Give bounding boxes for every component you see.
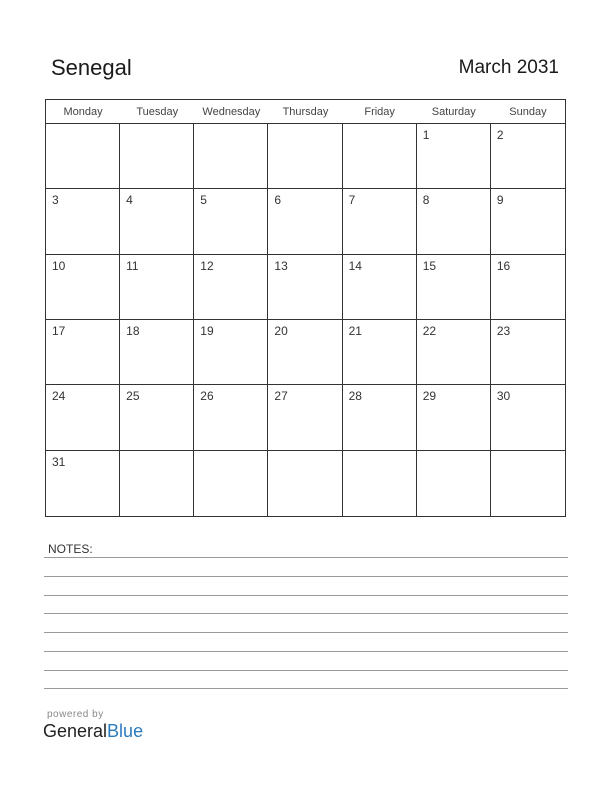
- day-cell: [46, 124, 120, 189]
- day-cell: 4: [120, 189, 194, 254]
- calendar-grid: [45, 99, 566, 517]
- month-title: March 2031: [458, 57, 559, 78]
- day-cell: [194, 451, 268, 516]
- day-cell: [417, 451, 491, 516]
- day-cell: 3: [46, 189, 120, 254]
- note-line: [44, 670, 568, 671]
- day-cell: 8: [417, 189, 491, 254]
- day-cell: 6: [268, 189, 342, 254]
- day-cell: 21: [343, 320, 417, 385]
- note-line: [44, 595, 568, 596]
- day-cell: 28: [343, 385, 417, 450]
- weekday-header: Wednesday: [194, 100, 268, 124]
- note-line: [44, 557, 568, 558]
- day-cell: 1: [417, 124, 491, 189]
- day-cell: 27: [268, 385, 342, 450]
- day-cell: 31: [46, 451, 120, 516]
- note-line: [44, 651, 568, 652]
- country-title: Senegal: [51, 55, 132, 80]
- day-cell: 29: [417, 385, 491, 450]
- brand-general: General: [43, 721, 108, 741]
- day-cell: [343, 451, 417, 516]
- weekday-header: Sunday: [491, 100, 565, 124]
- day-cell: [120, 451, 194, 516]
- brand-logo: [43, 721, 143, 742]
- day-cell: 5: [194, 189, 268, 254]
- day-cell: [268, 451, 342, 516]
- day-cell: [491, 451, 565, 516]
- day-cell: 19: [194, 320, 268, 385]
- day-cell: 16: [491, 255, 565, 320]
- day-cell: 7: [343, 189, 417, 254]
- note-line: [44, 632, 568, 633]
- day-cell: 30: [491, 385, 565, 450]
- day-cell: 10: [46, 255, 120, 320]
- brand-blue: Blue: [107, 721, 144, 741]
- day-cell: [268, 124, 342, 189]
- day-cell: 23: [491, 320, 565, 385]
- day-cell: 25: [120, 385, 194, 450]
- notes-label: NOTES:: [48, 542, 93, 556]
- note-line: [44, 613, 568, 614]
- day-cell: 18: [120, 320, 194, 385]
- weekday-header: Friday: [343, 100, 417, 124]
- day-cell: [194, 124, 268, 189]
- day-cell: 12: [194, 255, 268, 320]
- weekday-header: Tuesday: [120, 100, 194, 124]
- day-cell: 2: [491, 124, 565, 189]
- day-cell: 22: [417, 320, 491, 385]
- weekday-header: Monday: [46, 100, 120, 124]
- day-cell: [120, 124, 194, 189]
- weekday-header: Saturday: [417, 100, 491, 124]
- day-cell: 13: [268, 255, 342, 320]
- day-cell: 26: [194, 385, 268, 450]
- day-cell: 20: [268, 320, 342, 385]
- day-cell: 24: [46, 385, 120, 450]
- day-cell: 14: [343, 255, 417, 320]
- note-line: [44, 688, 568, 689]
- day-cell: 11: [120, 255, 194, 320]
- powered-by-text: powered by: [47, 709, 104, 720]
- note-line: [44, 576, 568, 577]
- day-cell: 15: [417, 255, 491, 320]
- day-cell: 17: [46, 320, 120, 385]
- weekday-header: Thursday: [268, 100, 342, 124]
- day-cell: 9: [491, 189, 565, 254]
- day-cell: [343, 124, 417, 189]
